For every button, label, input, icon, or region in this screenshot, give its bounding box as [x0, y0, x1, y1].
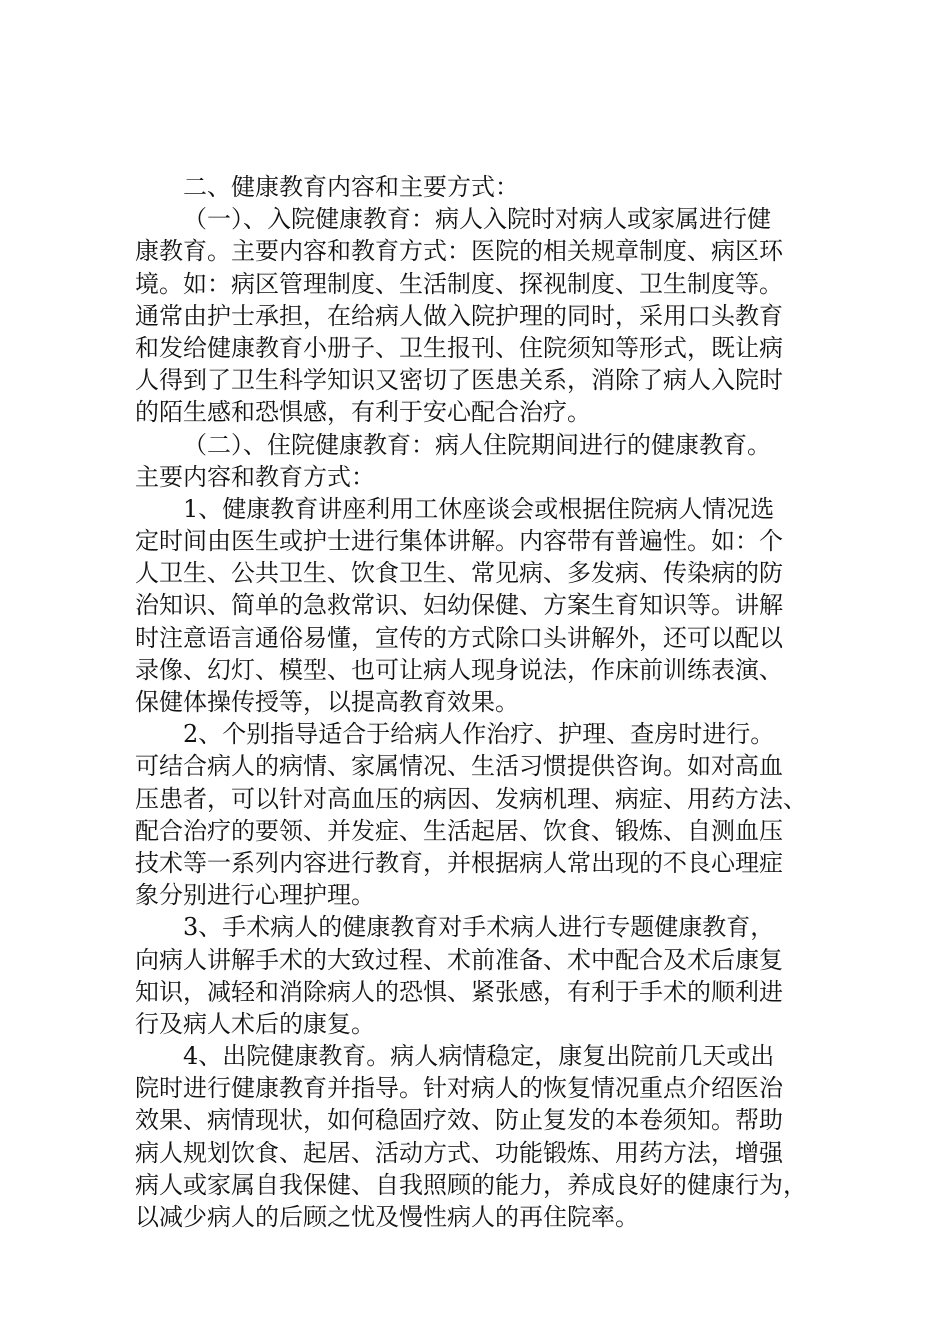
paragraph-line: 压患者，可以针对高血压的病因、发病机理、病症、用药方法、: [135, 784, 807, 813]
paragraph-line: 人得到了卫生科学知识又密切了医患关系，消除了病人入院时: [135, 366, 783, 395]
paragraph-line: 4、出院健康教育。病人病情稳定，康复出院前几天或出: [183, 1042, 775, 1071]
paragraph-line: 保健体操传授等，以提高教育效果。: [135, 688, 519, 716]
paragraph-line: 院时进行健康教育并指导。针对病人的恢复情况重点介绍医治: [135, 1074, 783, 1103]
paragraph-line: （一）、入院健康教育：病人入院时对病人或家属进行健: [183, 205, 771, 234]
paragraph-line: 效果、病情现状，如何稳固疗效、防止复发的本卷须知。帮助: [135, 1106, 783, 1135]
paragraph-line: 行及病人术后的康复。: [135, 1009, 375, 1038]
paragraph-line: 3、手术病人的健康教育对手术病人进行专题健康教育，: [183, 913, 775, 942]
paragraph-line: 向病人讲解手术的大致过程、术前准备、术中配合及术后康复: [135, 945, 783, 974]
paragraph-line: （二）、住院健康教育：病人住院期间进行的健康教育。: [183, 430, 771, 459]
paragraph-line: 录像、幻灯、模型、也可让病人现身说法，作床前训练表演、: [135, 655, 783, 684]
paragraph-line: 2、个别指导适合于给病人作治疗、护理、查房时进行。: [183, 720, 775, 749]
paragraph-line: 主要内容和教育方式：: [135, 462, 375, 491]
paragraph-line: 技术等一系列内容进行教育，并根据病人常出现的不良心理症: [135, 848, 783, 877]
paragraph-line: 病人或家属自我保健、自我照顾的能力，养成良好的健康行为，: [135, 1170, 807, 1199]
document-body: [135, 171, 835, 1233]
paragraph-line: 境。如：病区管理制度、生活制度、探视制度、卫生制度等。: [135, 269, 783, 298]
paragraph-line: 以减少病人的后顾之忧及慢性病人的再住院率。: [135, 1203, 639, 1231]
paragraph-line: 可结合病人的病情、家属情况、生活习惯提供咨询。如对高血: [135, 752, 783, 781]
paragraph-line: 知识，减轻和消除病人的恐惧、紧张感，有利于手术的顺利进: [135, 977, 783, 1006]
paragraph-line: 配合治疗的要领、并发症、生活起居、饮食、锻炼、自测血压: [135, 816, 783, 845]
paragraph-line: 定时间由医生或护士进行集体讲解。内容带有普遍性。如：个: [135, 527, 783, 556]
paragraph-line: 人卫生、公共卫生、饮食卫生、常见病、多发病、传染病的防: [135, 559, 783, 588]
section-heading: 二、健康教育内容和主要方式：: [183, 173, 519, 201]
paragraph-line: 病人规划饮食、起居、活动方式、功能锻炼、用药方法，增强: [135, 1138, 783, 1167]
paragraph-line: 通常由护士承担，在给病人做入院护理的同时，采用口头教育: [135, 301, 783, 330]
paragraph-line: 的陌生感和恐惧感，有利于安心配合治疗。: [135, 398, 591, 427]
paragraph-line: 象分别进行心理护理。: [135, 881, 375, 910]
paragraph-line: 时注意语言通俗易懂，宣传的方式除口头讲解外，还可以配以: [135, 623, 783, 652]
paragraph-line: 治知识、简单的急救常识、妇幼保健、方案生育知识等。讲解: [135, 591, 783, 620]
paragraph-line: 和发给健康教育小册子、卫生报刊、住院须知等形式，既让病: [135, 333, 783, 362]
paragraph-line: 1、健康教育讲座利用工休座谈会或根据住院病人情况选: [183, 494, 775, 523]
paragraph-line: 康教育。主要内容和教育方式：医院的相关规章制度、病区环: [135, 237, 783, 266]
